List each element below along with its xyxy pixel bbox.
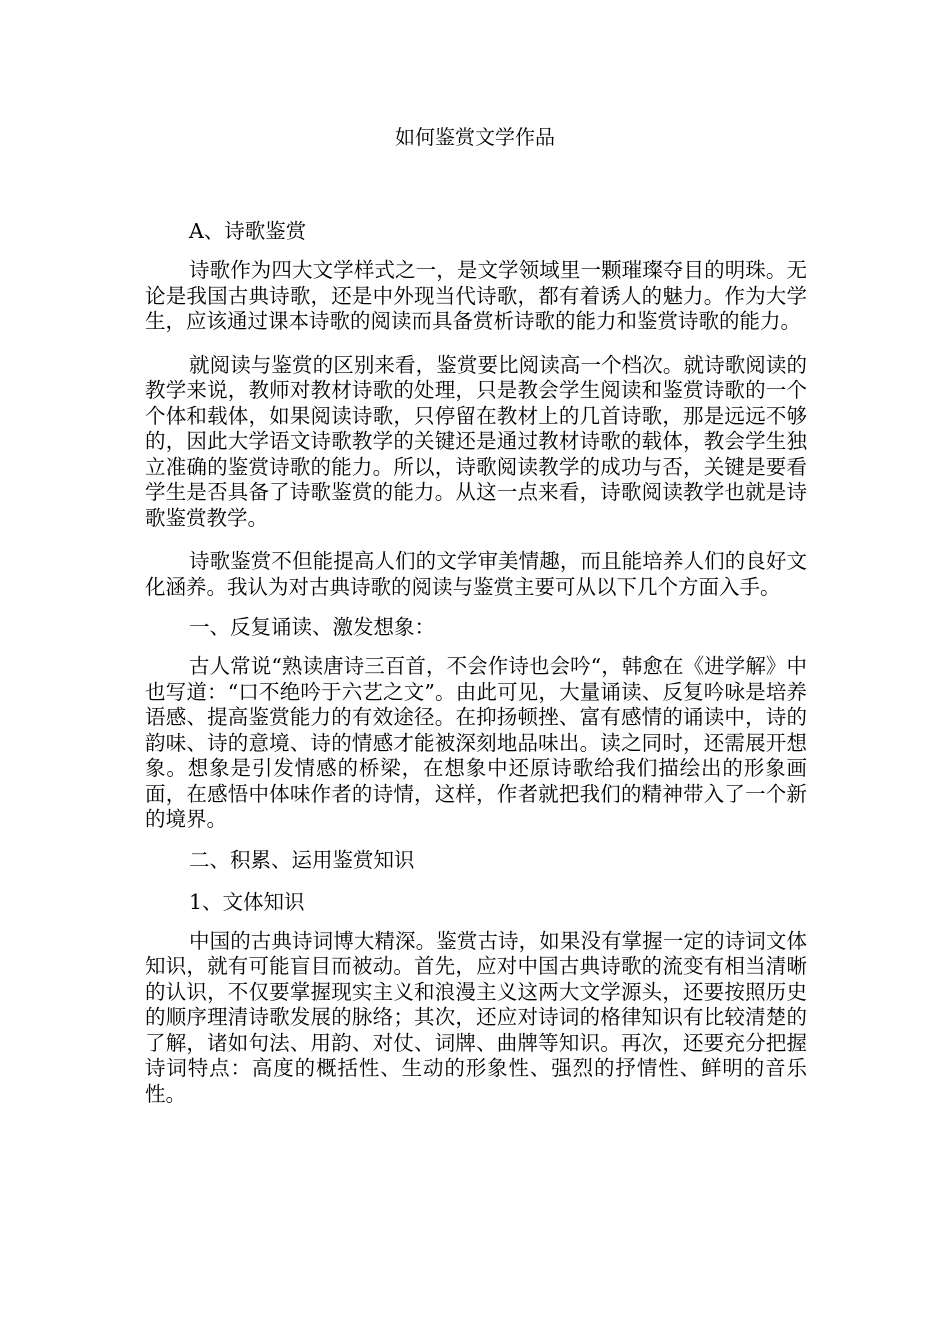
paragraph-intro: 诗歌作为四大文学样式之一，是文学领域里一颗璀璨夺目的明珠。无论是我国古典诗歌，还是中外现当代诗歌，都有着诱人的魅力。作为大学生，应该通过课本诗歌的阅读而具备赏析诗歌的能力和鉴赏诗歌的能力。 bbox=[145, 258, 807, 333]
section-heading-recitation: 一、反复诵读、激发想象： bbox=[189, 615, 435, 639]
paragraph-benefits: 诗歌鉴赏不但能提高人们的文学审美情趣，而且能培养人们的良好文化涵养。我认为对古典诗歌的阅读与鉴赏主要可从以下几个方面入手。 bbox=[145, 549, 807, 599]
paragraph-reading-vs-appreciation: 就阅读与鉴赏的区别来看，鉴赏要比阅读高一个档次。就诗歌阅读的教学来说，教师对教材诗歌的处理，只是教会学生阅读和鉴赏诗歌的一个个体和载体，如果阅读诗歌，只停留在教材上的几首诗歌，那是远远不够的，因此大学语文诗歌教学的关键还是通过教材诗歌的载体，教会学生独立准确的鉴赏诗歌的能力。所以，诗歌阅读教学的成功与否，关键是要看学生是否具备了诗歌鉴赏的能力。从这一点来看，诗歌阅读教学也就是诗歌鉴赏教学。 bbox=[145, 352, 807, 530]
section-heading-knowledge: 二、积累、运用鉴赏知识 bbox=[189, 847, 415, 872]
document-body bbox=[145, 216, 807, 1107]
section-heading-poetry: A、诗歌鉴赏 bbox=[189, 219, 307, 243]
paragraph-recitation: 古人常说“熟读唐诗三百首，不会作诗也会吟“，韩愈在《进学解》中也写道：“口不绝吟于六艺之文”。由此可见，大量诵读、反复吟咏是培养语感、提高鉴赏能力的有效途径。在抑扬顿挫、富有感情的诵读中，诗的韵味、诗的意境、诗的情感才能被深刻地品味出。读之同时，还需展开想象。想象是引发情感的桥梁，在想象中还原诗歌给我们描绘出的形象画面，在感悟中体味作者的诗情，这样，作者就把我们的精神带入了一个新的境界。 bbox=[145, 654, 807, 831]
document-title: 如何鉴赏文学作品 bbox=[395, 125, 555, 149]
paragraph-genre-knowledge: 中国的古典诗词博大精深。鉴赏古诗，如果没有掌握一定的诗词文体知识，就有可能盲目而被动。首先，应对中国古典诗歌的流变有相当清晰的认识，不仅要掌握现实主义和浪漫主义这两大文学源头，还要按照历史的顺序理清诗歌发展的脉络；其次，还应对诗词的格律知识有比较清楚的了解，诸如句法、用韵、对仗、词牌、曲牌等知识。再次，还要充分把握诗词特点：高度的概括性、生动的形象性、强烈的抒情性、鲜明的音乐性。 bbox=[145, 928, 807, 1106]
subsection-heading-genre: 1、文体知识 bbox=[189, 889, 305, 914]
